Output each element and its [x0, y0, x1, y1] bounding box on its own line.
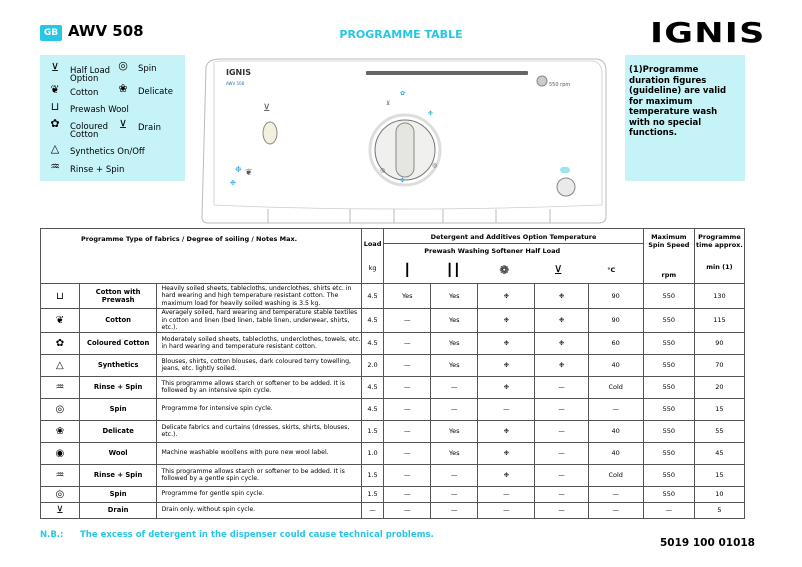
programme-description: Delicate fabrics and curtains (dresses, skirts, shirts, blouses, etc.). — [157, 420, 361, 442]
dial-marker-icon: ◎ — [432, 162, 438, 169]
prewash-value: — — [384, 309, 431, 333]
duration-note: (1)Programme duration figures (guideline) are valid for maximum temperature wash with no special functions. — [625, 55, 745, 181]
half-load-button-icon: ⊻ — [263, 103, 271, 114]
table-row — [41, 442, 745, 464]
programme-icon: ◎ — [41, 398, 80, 420]
half-load-value: ❉ — [535, 309, 588, 333]
temperature-value: 40 — [588, 442, 643, 464]
spin-speed-value: 550 — [643, 442, 694, 464]
washing-value: Yes — [431, 284, 478, 309]
dial-marker-icon: ✿ — [400, 90, 406, 97]
detergent-subheader: Prewash Washing Softener Half Load — [424, 247, 561, 255]
table-row — [41, 486, 745, 502]
detergent-header — [384, 229, 644, 284]
programme-header-label: Programme Type of fabrics / Degree of soiling / Notes Max. — [80, 235, 298, 243]
softener-value: — — [478, 486, 535, 502]
programme-description: Moderately soiled sheets, tablecloths, underclothes, towels, etc. in hard wearing and temperature resistant cotton. — [157, 332, 361, 354]
programme-name: Spin — [79, 398, 157, 420]
half-load-value: — — [535, 486, 588, 502]
washing-value: — — [431, 398, 478, 420]
washing-value: — — [431, 486, 478, 502]
spin-speed-value: 550 — [643, 420, 694, 442]
softener-compartment-icon: ❁ — [499, 263, 510, 277]
spin-speed-value: 550 — [643, 309, 694, 333]
prewash-value: — — [384, 398, 431, 420]
legend-label: Drain — [138, 123, 161, 133]
duration-value: 15 — [694, 464, 744, 486]
load-value: 4.5 — [361, 309, 383, 333]
prewash-compartment-icon: ┃ — [403, 263, 411, 277]
spin-speed-value: 550 — [643, 464, 694, 486]
softener-value: ❉ — [478, 420, 535, 442]
softener-value: ❉ — [478, 284, 535, 309]
note-label: N.B.: — [40, 530, 64, 540]
table-body — [41, 284, 745, 519]
washing-value: — — [431, 502, 478, 518]
half-load-value: — — [535, 464, 588, 486]
load-value: 1.5 — [361, 486, 383, 502]
document-code: 5019 100 01018 — [660, 537, 755, 549]
machine-brand: IGNIS — [226, 68, 251, 77]
programme-icon: ♒ — [41, 376, 80, 398]
temperature-value: 40 — [588, 420, 643, 442]
dial-marker-icon: ◎ — [380, 167, 386, 174]
table-row — [41, 398, 745, 420]
washing-value: Yes — [431, 354, 478, 376]
prewash-icon: ⊔ — [50, 100, 60, 113]
time-header-label: Programme time approx. — [696, 233, 743, 249]
prewash-value: Yes — [384, 284, 431, 309]
page-title: PROGRAMME TABLE — [339, 28, 463, 41]
softener-value: ❉ — [478, 354, 535, 376]
load-value: 1.0 — [361, 442, 383, 464]
temperature-value: 40 — [588, 354, 643, 376]
programme-icon: ◎ — [41, 486, 80, 502]
temp-unit: °C — [607, 266, 616, 274]
programme-name: Synthetics — [79, 354, 157, 376]
model-name: AWV 508 — [68, 22, 144, 40]
table-row — [41, 502, 745, 518]
time-unit: min (1) — [706, 263, 733, 271]
programme-icon: ✿ — [41, 332, 80, 354]
duration-value: 45 — [694, 442, 744, 464]
programme-name: Coloured Cotton — [79, 332, 157, 354]
washing-compartment-icon: ┃┃ — [446, 263, 461, 277]
brand-logo: IGNIS — [650, 16, 766, 49]
spin-speed-value: 550 — [643, 398, 694, 420]
legend-label: Cotton — [70, 88, 99, 98]
load-header — [361, 229, 383, 284]
softener-value: ❉ — [478, 376, 535, 398]
half-load-icon: ⊻ — [50, 61, 60, 74]
programme-name: Drain — [79, 502, 157, 518]
synthetics-icon: △ — [50, 142, 60, 155]
programme-name: Delicate — [79, 420, 157, 442]
spin-speed-value: 550 — [643, 354, 694, 376]
table-row — [41, 464, 745, 486]
dial-marker-icon: ⊻ — [386, 100, 391, 107]
spin-icon: ◎ — [118, 59, 128, 72]
legend-label: Synthetics On/Off — [70, 147, 145, 157]
legend-label: Spin — [138, 64, 157, 74]
prewash-value: — — [384, 332, 431, 354]
duration-value: 15 — [694, 398, 744, 420]
detergent-drawer-handle[interactable] — [366, 71, 528, 75]
table-row — [41, 420, 745, 442]
half-load-value: ❉ — [535, 354, 588, 376]
time-header — [694, 229, 744, 284]
duration-value: 90 — [694, 332, 744, 354]
temperature-value: — — [588, 486, 643, 502]
drain-icon: ⊻ — [118, 118, 128, 131]
spin-header — [643, 229, 694, 284]
duration-value: 5 — [694, 502, 744, 518]
programme-icon: △ — [41, 354, 80, 376]
temp-indicator-icon: ❉ — [235, 165, 242, 174]
dial-marker-icon: ❉ — [428, 110, 434, 117]
detergent-warning: The excess of detergent in the dispenser could cause technical problems. — [80, 530, 434, 540]
programme-name: Cotton — [79, 309, 157, 333]
legend-label: Half Load Option — [70, 66, 111, 84]
load-value: 4.5 — [361, 376, 383, 398]
start-button[interactable] — [557, 178, 575, 196]
programme-name: Wool — [79, 442, 157, 464]
table-header-row — [41, 229, 745, 284]
spin-speed-icon — [537, 76, 547, 86]
programme-header-text — [80, 229, 361, 284]
load-value: 4.5 — [361, 332, 383, 354]
washing-value: Yes — [431, 420, 478, 442]
load-value: 1.5 — [361, 464, 383, 486]
prewash-value: — — [384, 486, 431, 502]
dial-grip — [396, 123, 414, 177]
legend-label: Rinse + Spin — [70, 165, 125, 175]
load-value: 4.5 — [361, 398, 383, 420]
programme-name: Spin — [79, 486, 157, 502]
washing-value: — — [431, 464, 478, 486]
programme-description: This programme allows starch or softener to be added. It is followed by an intensive spin cycle. — [157, 376, 361, 398]
softener-value: ❉ — [478, 309, 535, 333]
temperature-value: Cold — [588, 376, 643, 398]
machine-control-panel — [200, 57, 608, 225]
spin-speed-value: 550 — [643, 486, 694, 502]
delicate-icon: ❀ — [118, 82, 128, 95]
duration-value: 130 — [694, 284, 744, 309]
softener-value: ❉ — [478, 442, 535, 464]
softener-value: ❉ — [478, 332, 535, 354]
duration-value: 115 — [694, 309, 744, 333]
temperature-value: — — [588, 502, 643, 518]
detergent-header-label: Detergent and Additives Option Temperature — [384, 230, 643, 244]
programme-description: Machine washable woollens with pure new wool label. — [157, 442, 361, 464]
prewash-value: — — [384, 376, 431, 398]
programme-icon: ◉ — [41, 442, 80, 464]
table-row — [41, 376, 745, 398]
washing-value: — — [431, 376, 478, 398]
load-value: 4.5 — [361, 284, 383, 309]
programme-name: Rinse + Spin — [79, 376, 157, 398]
half-load-button[interactable] — [263, 122, 277, 144]
half-load-option-icon: ⊻ — [553, 263, 563, 277]
programme-name: Cotton with Prewash — [79, 284, 157, 309]
legend-label: Delicate — [138, 87, 173, 97]
temperature-value: 60 — [588, 332, 643, 354]
table-row — [41, 332, 745, 354]
load-value: — — [361, 502, 383, 518]
half-load-value: — — [535, 442, 588, 464]
load-unit: kg — [368, 264, 377, 272]
programme-table — [40, 228, 745, 519]
half-load-value: — — [535, 502, 588, 518]
softener-value: — — [478, 502, 535, 518]
prewash-value: — — [384, 420, 431, 442]
washing-value: Yes — [431, 332, 478, 354]
temp-indicator-icon: ❉ — [230, 179, 236, 187]
prewash-value: — — [384, 354, 431, 376]
programme-description: This programme allows starch or softener to be added. It is followed by a gentle spin cycle. — [157, 464, 361, 486]
programme-description: Drain only, without spin cycle. — [157, 502, 361, 518]
rinse-spin-icon: ♒ — [50, 160, 60, 173]
half-load-value: — — [535, 420, 588, 442]
duration-value: 70 — [694, 354, 744, 376]
load-value: 1.5 — [361, 420, 383, 442]
programme-description: Programme for gentle spin cycle. — [157, 486, 361, 502]
programme-icon: ⊻ — [41, 502, 80, 518]
coloured-cotton-icon: ✿ — [50, 117, 60, 130]
temperature-value: Cold — [588, 464, 643, 486]
prewash-value: — — [384, 442, 431, 464]
load-header-label: Load — [363, 240, 382, 248]
programme-icon: ⊔ — [41, 284, 80, 309]
dial-marker-icon: ❉ — [400, 177, 406, 184]
legend-label: Coloured Cotton — [70, 122, 109, 140]
half-load-value: — — [535, 376, 588, 398]
spin-speed-value: 550 — [643, 376, 694, 398]
spin-speed-value: 550 — [643, 284, 694, 309]
language-badge: GB — [40, 25, 62, 41]
spin-header-label: Maximum Spin Speed — [648, 233, 690, 249]
duration-value: 10 — [694, 486, 744, 502]
table-row — [41, 284, 745, 309]
spin-speed-value: 550 — [643, 332, 694, 354]
legend-label: Prewash Wool — [70, 105, 129, 115]
washing-value: Yes — [431, 442, 478, 464]
load-value: 2.0 — [361, 354, 383, 376]
programme-description: Programme for intensive spin cycle. — [157, 398, 361, 420]
table-row — [41, 309, 745, 333]
status-light — [560, 167, 570, 173]
table-row — [41, 354, 745, 376]
programme-description: Blouses, shirts, cotton blouses, dark coloured terry towelling, jeans, etc. lightly soiled. — [157, 354, 361, 376]
spin-unit: rpm — [661, 271, 677, 279]
programme-icon: ♒ — [41, 464, 80, 486]
temperature-value: 90 — [588, 309, 643, 333]
prewash-value: — — [384, 464, 431, 486]
cotton-icon: ❦ — [50, 83, 60, 96]
half-load-value: — — [535, 398, 588, 420]
programme-icon: ❦ — [41, 309, 80, 333]
half-load-value: ❉ — [535, 332, 588, 354]
spin-speed-label: 550 rpm — [549, 82, 571, 88]
washing-value: Yes — [431, 309, 478, 333]
softener-value: — — [478, 398, 535, 420]
duration-value: 20 — [694, 376, 744, 398]
spin-speed-value: — — [643, 502, 694, 518]
cotton-symbol-icon: ❦ — [245, 168, 253, 178]
temperature-value: 90 — [588, 284, 643, 309]
symbol-legend — [40, 55, 185, 181]
detergent-icons — [384, 258, 643, 282]
programme-description: Averagely soiled, hard wearing and temperature stable textiles in cotton and linen (bed linen, table linen, underwear, shirts, etc.). — [157, 309, 361, 333]
duration-value: 55 — [694, 420, 744, 442]
temperature-value: — — [588, 398, 643, 420]
programme-name: Rinse + Spin — [79, 464, 157, 486]
programme-description: Heavily soiled sheets, tablecloths, underclothes, shirts etc. in hard wearing and high temperature resistant cotton. The maximum load for heavily soiled washing is 3.5 kg. — [157, 284, 361, 309]
half-load-value: ❉ — [535, 284, 588, 309]
softener-value: ❉ — [478, 464, 535, 486]
programme-icon: ❀ — [41, 420, 80, 442]
prewash-value: — — [384, 502, 431, 518]
machine-model: AWV 508 — [226, 81, 245, 86]
